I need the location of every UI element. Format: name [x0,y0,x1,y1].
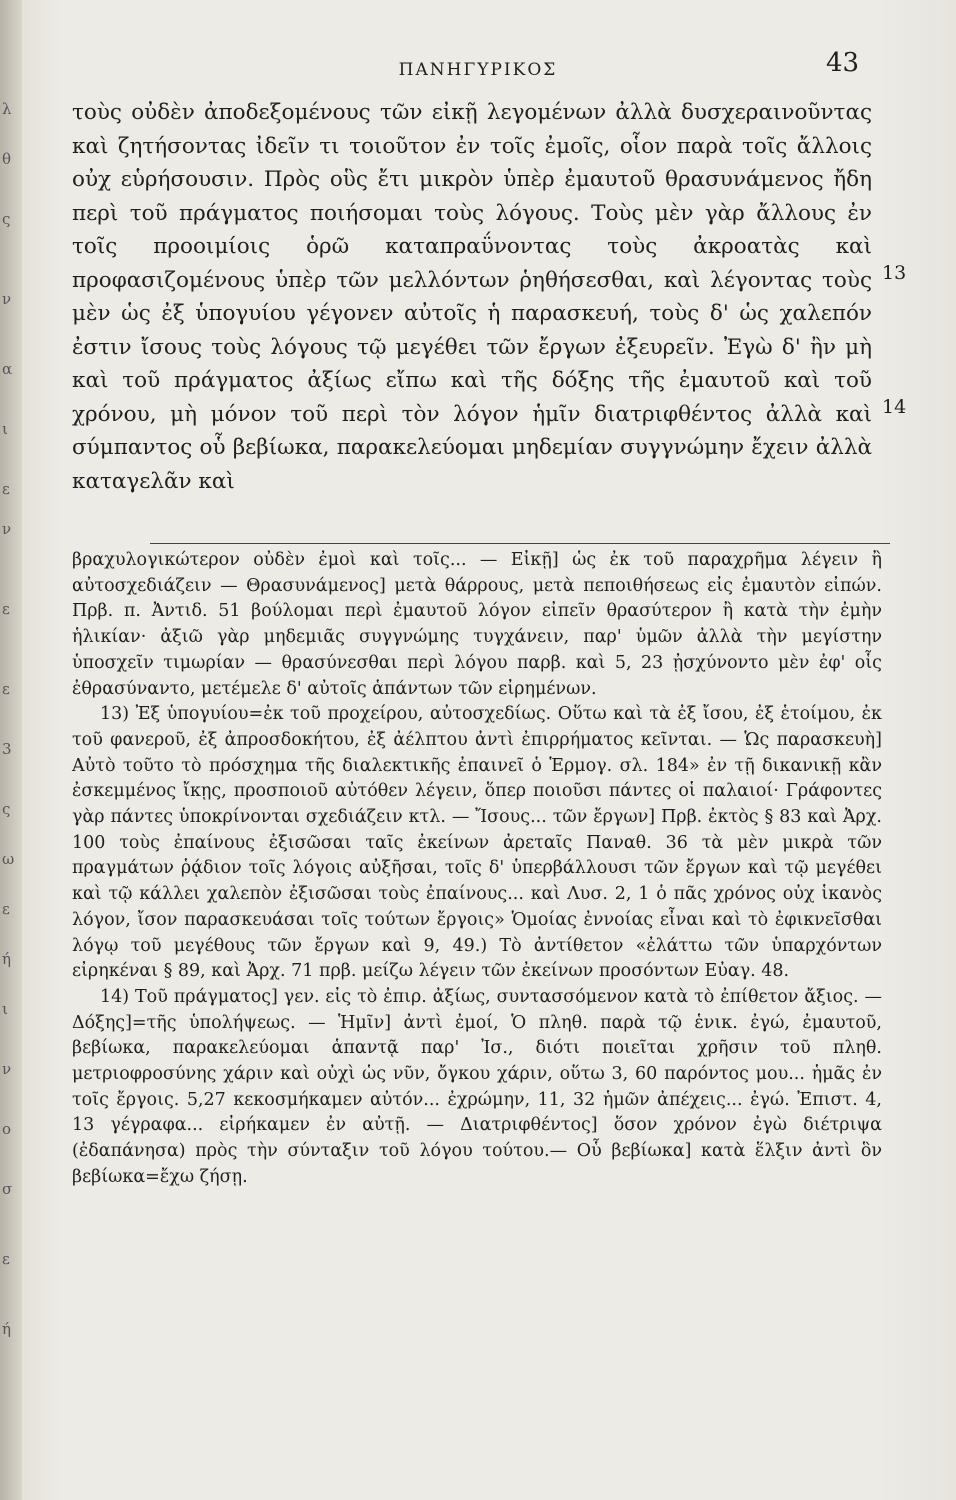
edge-letter: ε [2,480,10,498]
main-paragraph: τοὺς οὐδὲν ἀποδεξομένους τῶν εἰκῇ λεγομένων ἀλλὰ δυσχεραινοῦντας καὶ ζητήσοντας ἰδεῖν τι τοιοῦτον ἐν τοῖς ἐμοῖς, οἷον παρὰ τοῖς ἄλλοις οὐχ εὑρήσουσιν. Πρὸς οὓς ἔτι μικρὸν ὑπὲρ ἐμαυτοῦ θρασυνάμενος ἤδη περὶ τοῦ πράγματος ποιήσομαι τοὺς λόγους. Τοὺς μὲν γὰρ ἄλλους ἐν τοῖς προοιμίοις ὁρῶ καταπραΰνοντας τοὺς ἀκροατὰς καὶ προφασιζομένους ὑπὲρ τῶν μελλόντων ῥηθήσεσθαι, καὶ λέγοντας τοὺς μὲν ὡς ἐξ ὑπογυίου γέγονεν αὐτοῖς ἡ παρασκευή, τοὺς δ' ὡς χαλεπόν ἐστιν ἴσους τοὺς λόγους τῷ μεγέθει τῶν ἔργων ἐξευρεῖν. Ἐγὼ δ' ἢν μὴ καὶ τοῦ πράγματος ἀξίως εἴπω καὶ τῆς δόξης τῆς ἐμαυτοῦ καὶ τοῦ χρόνου, μὴ μόνον τοῦ περὶ τὸν λόγον ἡμῖν διατριφθέντος ἀλλὰ καὶ σύμπαντος οὗ βεβίωκα, παρακελεύομαι μηδεμίαν συγγνώμην ἔχειν ἀλλὰ καταγελᾶν καὶ [72,100,872,494]
edge-letter: ν [2,1060,12,1078]
commentary-notes [72,548,882,1191]
footnote-divider [150,543,890,544]
edge-letter: α [2,360,13,378]
edge-letter: ν [2,290,12,308]
section-number-13: 13 [882,262,907,284]
edge-letter: ω [2,850,15,868]
edge-letter: ν [2,520,12,538]
edge-letter: ι [2,1000,8,1018]
section-number-14: 14 [882,396,907,418]
note-paragraph-14: 14) Τοῦ πράγματος] γεν. εἰς τὸ ἐπιρ. ἀξίως, συντασσόμενον κατὰ τὸ ἐπίθετον ἄξιος. — Δόξης]=τῆς ὑπολήψεως. — Ἡμῖν] ἀντὶ ἐμοί, Ὁ πληθ. παρὰ τῷ ἑνικ. ἐγώ, ἐμαυτοῦ, βεβίωκα, παρακελεύομαι ἁπαντᾷ παρ' Ἰσ., διότι ποιεῖται χρῆσιν τοῦ πληθ. μετριοφροσύνης χάριν καὶ οὐχὶ ὡς νῦν, ὄγκου χάριν, οὕτω 3, 60 παρόντος μου... ἡμᾶς ἐν τοῖς ἔργοις. 5,27 κεκοσμήκαμεν αὐτόν... ἐχρώμην, 11, 32 ἡμῶν ἀπέχεις... ἐγώ. Ἐπιστ. 4, 13 γέγραφα... εἰρήκαμεν ἐν αὐτῇ. — Διατριφθέντος] ὅσον χρόνον ἐγὼ διέτριψα (ἐδαπάνησα) πρὸς τὴν σύνταξιν τοῦ λόγου τούτου.— Οὗ βεβίωκα] κατὰ ἕλξιν ἀντὶ ὃν βεβίωκα=ἔχω ζήσῃ. [72,986,882,1187]
note-paragraph: βραχυλογικώτερον οὐδὲν ἐμοὶ καὶ τοῖς... — Εἰκῇ] ὡς ἐκ τοῦ παραχρῆμα λέγειν ἢ αὐτοσχεδιάζειν — Θρασυνάμενος] μετὰ θάρρους, μετὰ πεποιθήσεως εἰς ἐμαυτὸν εἰπών. Πρβ. π. Ἀντιδ. 51 βούλομαι περὶ ἐμαυτοῦ λόγον εἰπεῖν θρασύτερον ἢ κατὰ τὴν ἐμὴν ἡλικίαν· ἀξιῶ γὰρ μηδεμιᾶς συγγνώμης τυγχάνειν, παρ' ὑμῶν ἀλλὰ τὴν μεγίστην ὑποσχεῖν τιμωρίαν — θρασύνεσθαι περὶ λόγου παρβ. καὶ 5, 23 ᾐσχύνοντο μὲν ἐφ' οἷς ἐθρασύναντο, μετέμελε δ' αὐτοῖς ἁπάντων τῶν εἰρημένων. [72,550,882,699]
running-title: ΠΑΝΗΓΥΡΙΚΟΣ [398,60,558,80]
edge-letter: ε [2,900,10,918]
note-paragraph-13: 13) Ἐξ ὑπογυίου=ἐκ τοῦ προχείρου, αὐτοσχεδίως. Οὕτω καὶ τὰ ἐξ ἴσου, ἐξ ἑτοίμου, ἐκ τοῦ φανεροῦ, ἐξ ἀπροσδοκήτου, ἐξ ἀέλπτου ἀντὶ ἐπιρρήματος κεῖνται. — Ὡς παρασκευὴ] Αὐτὸ τοῦτο τὸ πρόσχημα τῆς διαλεκτικῆς ἐπαινεῖ ὁ Ἑρμογ. σλ. 184» ἐν τῇ δικανικῇ κἂν ἐσκεμμένος ἴκῃς, προσποιοῦ αὐτόθεν λέγειν, ὅπερ ποιοῦσι πάντες οἱ παλαιοί· Γράφοντες γὰρ πάντες ὑποκρίνονται σχεδιάζειν κτλ. — Ἴσους... τῶν ἔργων] Πρβ. ἐκτὸς § 83 καὶ Ἀρχ. 100 τοὺς ἐπαίνους ἐξισῶσαι ταῖς ἐκείνων ἀρεταῖς Παναθ. 36 τὰ μὲν μικρὰ τῶν πραγμάτων ῥᾴδιον τοῖς λόγοις αὐξῆσαι, τοῖς δ' ὑπερβάλλουσι τῶν ἔργων καὶ τῷ μεγέθει καὶ τῷ κάλλει χαλεπὸν ἐξισῶσαι τοὺς ἐπαίνους... καὶ Λυσ. 2, 1 ὁ πᾶς χρόνος οὐχ ἱκανὸς λόγον, ἴσον παρασκευάσαι τοῖς τούτων ἔργοις» Ὁμοίας ἐννοίας εἶναι καὶ τὸ ἐφικνεῖσθαι λόγῳ τοῦ μεγέθους τῶν ἔργων καὶ 9, 49.) Τὸ ἀντίθετον «ἐλάττω τῶν ὑπαρχόντων εἰρηκέναι § 89, καὶ Ἀρχ. 71 πρβ. μείζω λέγειν τῶν ἐκείνων προσόντων Εὐαγ. 48. [72,704,882,982]
page-number: 43 [826,48,860,78]
main-text-block [72,96,872,498]
edge-letter: σ [2,1180,13,1198]
edge-letter: ε [2,680,10,698]
edge-letter: ή [2,1320,11,1338]
edge-letter: 3 [2,740,12,758]
edge-letter: ε [2,1250,10,1268]
edge-letter: θ [2,150,12,168]
edge-letter: ο [2,1120,12,1138]
edge-letter: ε [2,600,10,618]
edge-letter: ι [2,420,8,438]
edge-letter: ή [2,950,11,968]
edge-letter: λ [2,100,12,118]
edge-letter: ς [2,210,11,228]
edge-letter: ς [2,800,11,818]
adjacent-page-edge [0,0,22,1500]
